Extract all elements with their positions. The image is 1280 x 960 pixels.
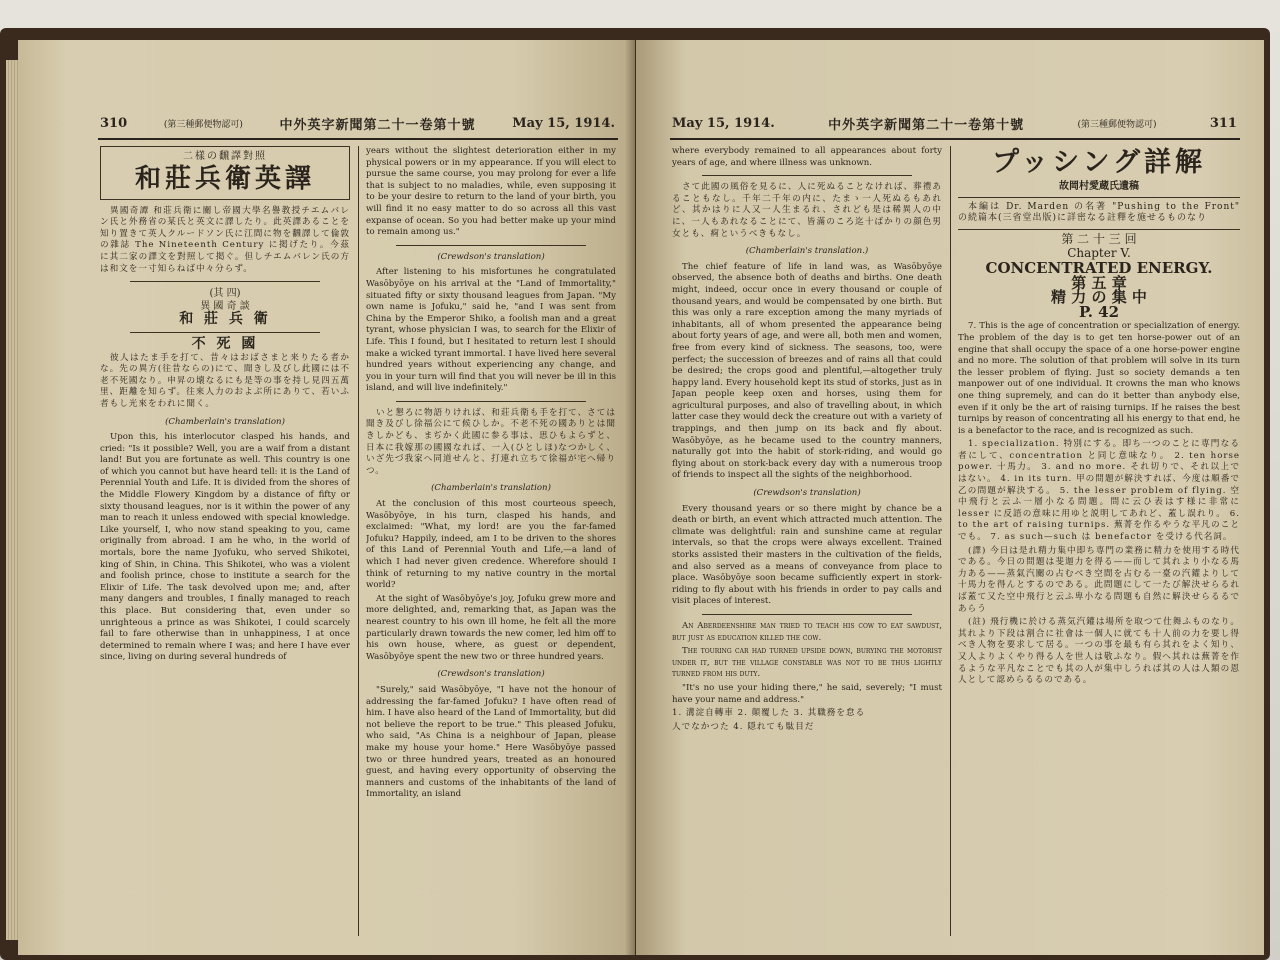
chapter-title: CONCENTRATED ENERGY. <box>985 258 1213 277</box>
left-permit: (第三種郵便物認可) <box>163 119 243 130</box>
right-permit: (第三種郵便物認可) <box>1077 119 1157 130</box>
pushing-title: プッシング詳解 <box>992 147 1206 178</box>
left-page <box>18 40 635 955</box>
section-jp: 第 五 章 <box>1071 273 1127 292</box>
translator-label: (Chamberlain's translation) <box>431 483 551 494</box>
chapter-name: 不 死 國 <box>191 335 259 352</box>
article-intro: 異國奇譚 和莊兵衛に關し帝國大學名譽教授チエムバレン氏と外務省の某氏と英文に譯したり。此英譯あることを知り置きて英人クルードソン氏に江間に物を飜譯して倫敦の雜誌 The Nineteenth Century に掲げたり。今茲に其二家の譯文を對照して掲ぐ。但しチエムバレン氏の方は和文を一寸知らねば中々分らず。 <box>100 205 350 274</box>
left-column-1 <box>100 146 350 946</box>
chapter-jp: 第 二 十 三 回 <box>1061 231 1137 246</box>
anecdote: An Aberdeenshire man tried to teach his cow to eat sawdust, but just as education killed the cow. <box>672 620 942 643</box>
right-journal-name: 中外英字新聞第二十一卷第十號 <box>828 117 1025 133</box>
annotation-notes: 1. specialization. 特別にする。即ち一つのことに専門なる者にして、concentration と同じ意味なり。 2. ten horse power. 十馬力。 3. and no more. それ切りで、それ以上ではない。 4. in its turn. 甲の問題が解決すれば、今度は順番で乙の問題が解決する。 5. the lesser problem of flying. 空中飛行と云ふ一層小なる問題。問に云ひ表はす様に非常に lesser に反語の意味に用ゆと説明してあれど、蓋し誤れり。 6. to the art of raising turnips. 蕪菁を作るやうな平凡のことでも。 7. as such—such は benefactor を受ける代名詞。 <box>958 439 1240 543</box>
footnotes: 1. 溝淀自轉車 2. 顛覆した 3. 其職務を怠る <box>672 708 866 719</box>
left-running-header <box>100 112 615 134</box>
english-paragraph: years without the slightest deterioration either in my physical powers or in my appearance. If you will elect to pursue the same course, you may prolong for ever a life that is subject to no maladies, while, even supposing it to be your desire to return to the land of your birth, you will find it no easy matter to do so across all this vast expanse of ocean. So you had better make up your mind to remain among us." <box>366 146 616 238</box>
anecdote: The touring car had turned upside down, burying the motorist under it, but the village constable was not to be thus lightly turned from his duty. <box>672 646 942 680</box>
column-divider <box>950 146 951 936</box>
divider <box>396 401 586 402</box>
left-journal-name: 中外英字新聞第二十一卷第十號 <box>279 117 476 133</box>
translator-label: (Chamberlain's translation) <box>165 416 285 427</box>
english-paragraph: At the sight of Wasōbyōye's joy, Jofuku grew more and more delighted, and, remarking that, as Japan was the nearest country to his own ill home, he felt all the more particularly drawn towards the new comer, led him off to his own house, where, as guest or dependent, Wasōbyōye spent the new two or three hundred years. <box>366 593 616 662</box>
translation-paragraph: (註) 飛行機に於ける蒸気汽鑵は場所を取つて仕舞ふものなり。其れより下段は割合に社會は一個人に就ても十人前の力を要し得べき人物を要求して居る。一つの事を最も有ら其れをよく知り、又人よりよくやり得る人を世人は敬ふなり。假へ其れは蕪菁を作るような平凡なことでも其の人が集中しうれば其の人は人類の恩人として認めらるるのである。 <box>958 617 1240 686</box>
divider <box>702 614 912 615</box>
english-paragraph: Every thousand years or so there might by chance be a death or birth, an event which attracted much attention. The climate was delightful: rain and sunshine came at regular intervals, so that the crops were always excellent. Trained storks assisted their masters in the cultivation of the fields, and also served as a means of conveyance from place to place. Wasōbyōye soon became sufficiently expert in stork-riding to fly about with his friends in order to pay calls and visit places of interest. <box>672 503 942 607</box>
english-paragraph: At the conclusion of this most courteous speech, Wasōbyōye, in his turn, clasped his hands, and exclaimed: "What, my lord! are you the far-famed Jofuku? Happily, indeed, am I to be driven to the shores of this Land of Perennial Youth and Life,—a land of which I had never given credence. Wherefore should I think of returning to my native country in the mortal world? <box>366 499 616 591</box>
right-column-1 <box>672 146 942 946</box>
english-paragraph: 7. This is the age of concentration or specialization of energy. The problem of the day is to get ten horse-power out of an engine that shall occupy the space of a one horse-power engine and no more. The solution of that problem will solve in its turn the lesser problem of flying. Just so society demands a ten manpower out of one individual. It crowns the man who knows one thing supremely, and can do it better than anybody else, even if it only be the art of raising turnips. If he raises the best turnips by reason of concentrating all his energy to that end, he is a benefactor to the race, and is recognized as such. <box>958 321 1240 436</box>
divider <box>958 197 1240 198</box>
jp-body-1: 彼人はたま手を打て、昔々はおばさまと来りたる者かな。先の異方(往昔ならの)にて、聞きし及びし此國には不老不死國なり。申昇の壊なるにも是等の事を持し見四五萬里、距離を知らず。往來人力のおよぶ所にありて、若いふ者もし光來をわれに聞く。 <box>100 352 350 409</box>
divider <box>130 332 320 333</box>
byline: 故岡村愛蔵氏遺稿 <box>1059 181 1139 192</box>
translator-label: (Crewdson's translation) <box>753 488 861 499</box>
translation-paragraph: (譯) 今日は是れ精力集中即ち専門の業務に精力を使用する時代である。今日の問題は斐迦力を得る——而して其れより小なる馬力ある——蒸氣汽關の占むべき空間を占むる一臺の汽鑵よりして十馬力を得んとするのである。此問題にして一たび解決せらるれば蓋て又た空中飛行と云ふ卑小なる問題も自然に解決せらるるであらう <box>958 545 1240 614</box>
right-running-header <box>672 112 1237 134</box>
article-title: 和莊兵衛英譯 <box>134 163 315 194</box>
page-reference: P. 42 <box>1078 302 1120 321</box>
column-divider <box>358 146 359 936</box>
jp-body: さて此國の風俗を見るに、人に死ぬることなければ、葬禮あることもなし。千年二千年の内に、たまゝ一人死ぬるもあれど、其かはりに人又一人生まるれ、されども是は稀異人の中に、一人もあれなることにて、皆滿のころ迄十ばかりの顔色男女とも、痾というべきもなし。 <box>672 182 942 239</box>
chapter-en: Chapter V. <box>1067 246 1131 261</box>
translator-label: (Chamberlain's translation.) <box>745 246 869 257</box>
divider <box>702 175 912 176</box>
article-kicker: 二樣の飜譯對照 <box>183 151 267 162</box>
divider <box>958 229 1240 230</box>
left-header-rule <box>98 138 618 140</box>
right-page <box>636 40 1264 955</box>
article-title-box <box>100 146 350 200</box>
left-date: May 15, 1914. <box>512 115 615 131</box>
section-label: (其 四) <box>209 288 241 300</box>
english-paragraph: where everybody remained to all appearances about forty years of age, and where illness was unknown. <box>672 146 942 168</box>
left-column-2 <box>366 146 616 946</box>
right-header-rule <box>670 138 1240 140</box>
section-sub: 異 國 奇 談 <box>200 300 250 312</box>
right-page-number: 311 <box>1209 115 1237 131</box>
anecdote: "It's no use your hiding there," he said, severely; "I must have your name and address." <box>672 682 942 705</box>
english-paragraph: "Surely," said Wasōbyōye, "I have not the honour of addressing the far-famed Jofuku? I have often read of him. I have also heard of the Land of Immortality, but did not believe the report to be true." This pleased Jofuku, who said, "As China is a neighbour of Japan, please make my house your home." Here Wasōbyōye passed two or three hundred years, treated as an honoured guest, and having every opportunity of observing the manners and customs of the inhabitants of the land of Immortality, an island <box>366 684 616 800</box>
section-name: 和 莊 兵 衛 <box>179 311 271 328</box>
english-paragraph: The chief feature of life in land was, as Wasōbyōye observed, the absence both of deaths and births. One death might, indeed, occur once in every thousand or couple of thousand years, and would be compensated by one birth. But this was only a rare exception among the many myriads of inhabitants, all of whom presented the appearance being about forty years of age, and were all, both men and women, free from every kind of sickness. The seasons, too, were perfect; the succession of breezes and of rains all that could be desired; the crops good and plentiful,—altogether truly happy land. Every household kept its stud of storks, just as in Japan people keep oxen and horses, using them for agricultural purposes, and also of travelling about, in which latter case they would deck the creature out with a variety of trappings, and then jump on its back and fly about. Wasōbyōye, as he became used to the country manners, naturally got into the habit of stork-riding, and would go flying about on stork-back every day with a numerous troop of friends to inspect all the sights of the neighborhood. <box>672 261 942 481</box>
divider <box>130 281 320 282</box>
divider <box>396 245 586 246</box>
translator-label: (Crewdson's translation) <box>437 669 545 680</box>
jp-body-2: いと懇ろに物語りければ、和莊兵衛も手を打て、さては聞き及びし徐福公にて候ひしか。不老不死の國ありとは聞きしかども、まぢかく此國に参る事は、思ひもよらずと、日本に我嫁那の國國なれば、一入(ひとしほ)なつかしく、いざ先づ我家へ同道せんと、打連れ立ちて徐福が宅へ帰りつ。 <box>366 407 616 476</box>
section-title: 精 力 の 集 中 <box>1051 288 1147 307</box>
right-column-2 <box>958 146 1240 946</box>
translator-label: (Crewdson's translation) <box>437 251 545 262</box>
english-paragraph: Upon this, his interlocutor clasped his hands, and cried: "Is it possible? Well, you are a waif from a distant land! But you are fortunate as well. This country is one of which you cannot but have heard tell: it is the Land of Perennial Youth and Life. It is divided from the shores of the Middle Flowery Kingdom by a distance of fifty or sixty thousand leagues, nor is it within the power of any man to reach it unless endowed with special knowledge. Like yourself, I, who now stand speaking to you, came originally from abroad. I am he who, in the world of mortals, bore the name Jyofuku, who served Shikotei, king of Shin, in China. This Shikotei, who was a violent and foolish prince, chose to institute a search for the Elixir of Life. The task devolved upon me; and, after many dangers and troubles, I finally managed to reach this place. But considering that, even under so unrighteous a prince as was Shikotei, I could scarcely fail to fare otherwise than in unhappiness, I at once determined to remain where I was; and here I have ever since, living on during several hundreds of <box>100 432 350 663</box>
left-page-number: 310 <box>100 115 128 131</box>
english-paragraph: After listening to his misfortunes he congratulated Wasōbyōye on his arrival at the "Land of Immortality," situated fifty or sixty thousand leagues from Japan. "My own name is Jofuku," said he, "and I was sent from China by the Emperor Shiko, a foolish man and a great tyrant, whose physician I was, to search for the Elixir of Life. This I found, but I hesitated to return lest I should make a wicked tyrant immortal. I have lived here several hundred years without experiencing any change, and you in your turn will find that you will never be ill in this island, and will live indefinitely." <box>366 267 616 394</box>
lead-note: 本編は Dr. Marden の名著 "Pushing to the Front" の続篇本(三省堂出版)に詳密なる註釋を施せるものなり <box>958 201 1240 224</box>
right-date: May 15, 1914. <box>672 115 775 131</box>
footnotes: 人でなかつた 4. 隠れても駄目だ <box>672 721 815 732</box>
